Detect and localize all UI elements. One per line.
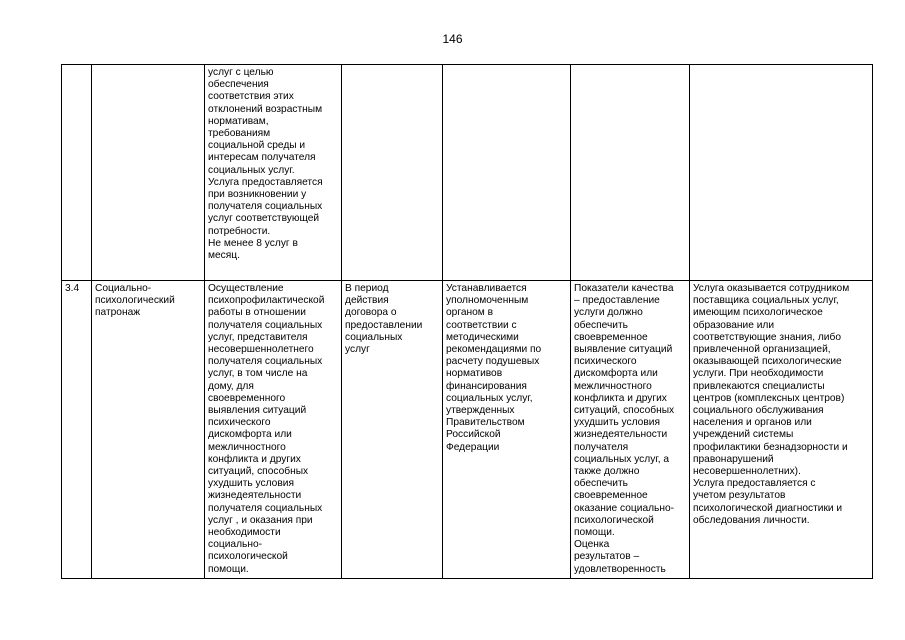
text-line: привлеченной организацией, [693,344,831,356]
text-line: помощи. [574,527,615,539]
text-line: услуги должно [574,307,643,319]
text-line: услуг, в том числе на [208,368,308,380]
text-line: обеспечить [574,319,628,331]
text-line: имеющим психологическое [693,307,823,319]
text-line: учетом результатов [693,490,786,502]
cell-norm [443,281,571,579]
text-line: получателя [574,441,629,453]
text-line: отклонений возрастным [208,103,323,115]
text-line: патронаж [95,307,141,319]
text-line: Правительством [446,417,525,429]
text-line: психологической диагностики и [693,502,843,514]
text-line: Услуга предоставляется с [693,478,816,490]
text-line: необходимости [208,527,281,539]
text-line: Российской [446,429,501,441]
cell-quality [571,65,690,281]
text-line: В период [345,283,389,294]
text-line: обеспечить [574,478,628,490]
text-line: также должно [574,466,640,478]
text-line: финансирования [446,380,527,392]
text-line: предоставлении [345,319,423,331]
text-line: потребности. [208,225,271,237]
text-line: Осуществление [208,283,284,294]
cell-quality [571,281,690,579]
table-row-3-4 [62,281,873,579]
cell-conditions [690,281,873,579]
text-line: психопрофилактической [208,295,325,307]
text-line: получателя социальных [208,356,323,368]
text-line: услуг соответствующей [208,213,320,225]
text-line: услуг с целью [208,67,274,78]
text-line: Услуга оказывается сотрудником [693,283,850,294]
text-line: результатов – [574,551,640,563]
cell-norm [443,65,571,281]
text-line: Услуга предоставляется [208,176,323,188]
cell-number [62,65,92,281]
text-line: социальных [345,331,403,343]
text-line: психического [574,356,637,368]
text-line: Федерации [446,441,500,453]
text-line: социальных услуг. [208,164,295,176]
text-line: социально- [208,539,263,551]
text-line: поставщика социальных услуг, [693,295,839,307]
text-line: оказывающей психологические [693,356,842,368]
text-line: дому, для [208,380,254,392]
text-line: Социально- [95,283,152,294]
text-line: дискомфорта или [208,429,292,441]
text-line: социального обслуживания [693,405,824,417]
cell-number: 3.4 [62,281,92,579]
text-line: – предоставление [574,295,660,307]
text-line: привлекаются специалисты [693,380,825,392]
text-line: выявления ситуаций [208,405,307,417]
text-line: населения и органов или [693,417,812,429]
cell-term [342,281,443,579]
cell-description [205,281,342,579]
text-line: уполномоченным [446,295,529,307]
text-line: ухудшить условия [208,478,294,490]
text-line: договора о [345,307,397,319]
text-line: конфликта и других [574,392,667,404]
table-row-continued [62,65,873,281]
text-line: Оценка [574,539,610,551]
text-line: получателя социальных [208,502,323,514]
text-line: психологический [95,295,175,307]
text-line: нормативов [446,368,503,380]
cell-description [205,65,342,281]
text-line: при возникновении у [208,189,307,201]
text-line: соответствующие знания, либо [693,331,842,343]
cell-term [342,65,443,281]
text-line: органом в [446,307,494,319]
text-line: утвержденных [446,405,515,417]
text-line: методическими [446,331,519,343]
text-line: соответствии с [446,319,517,331]
text-line: нормативам, [208,115,269,127]
text-line: социальной среды и [208,140,306,152]
text-line: обеспечения [208,79,269,91]
text-line: своевременное [574,490,648,502]
text-line: расчету подушевых [446,356,540,368]
text-line: образование или [693,319,775,331]
text-line: услуг, представителя [208,331,308,343]
text-line: ситуаций, способных [208,466,309,478]
text-line: ухудшить условия [574,417,660,429]
text-line: работы в отношении [208,307,306,319]
text-line: жизнедеятельности [574,429,668,441]
text-line: помощи. [208,563,249,575]
text-line: услуг [345,344,370,356]
text-line: несовершеннолетних). [693,466,801,478]
text-line: психологической [208,551,288,563]
page-number: 146 [442,32,463,46]
text-line: несовершеннолетнего [208,344,314,356]
text-line: социальных услуг, а [574,453,670,465]
text-line: Устанавливается [446,283,527,294]
text-line: учреждений системы [693,429,794,441]
text-line: услуг , и оказания при [208,514,313,526]
text-line: рекомендациями по [446,344,542,356]
text-line: соответствия этих [208,91,294,103]
text-line: центров (комплексных центров) [693,392,845,404]
text-line: месяц. [208,250,240,262]
text-line: Показатели качества [574,283,674,294]
text-line: оказание социально- [574,502,675,514]
text-line: услуги. При необходимости [693,368,824,380]
text-line: межличностного [574,380,652,392]
text-line: профилактики безнадзорности и [693,441,848,453]
text-line: конфликта и других [208,453,301,465]
text-line: ситуаций, способных [574,405,675,417]
cell-service-name [92,65,205,281]
text-line: получателя социальных [208,319,323,331]
text-line: обследования личности. [693,514,810,526]
text-line: требованиям [208,128,271,140]
services-table [61,64,873,579]
text-line: действия [345,295,389,307]
cell-conditions [690,65,873,281]
text-line: своевременное [574,331,648,343]
text-line: межличностного [208,441,286,453]
text-line: жизнедеятельности [208,490,302,502]
text-line: психического [208,417,271,429]
text-line: выявление ситуаций [574,344,673,356]
cell-service-name [92,281,205,579]
text-line: своевременного [208,392,286,404]
text-line: Не менее 8 услуг в [208,237,298,249]
text-line: психологической [574,514,654,526]
text-line: социальных услуг, [446,392,533,404]
text-line: интересам получателя [208,152,316,164]
text-line: дискомфорта или [574,368,658,380]
text-line: получателя социальных [208,201,323,213]
text-line: правонарушений [693,453,774,465]
text-line: удовлетворенность [574,563,666,575]
